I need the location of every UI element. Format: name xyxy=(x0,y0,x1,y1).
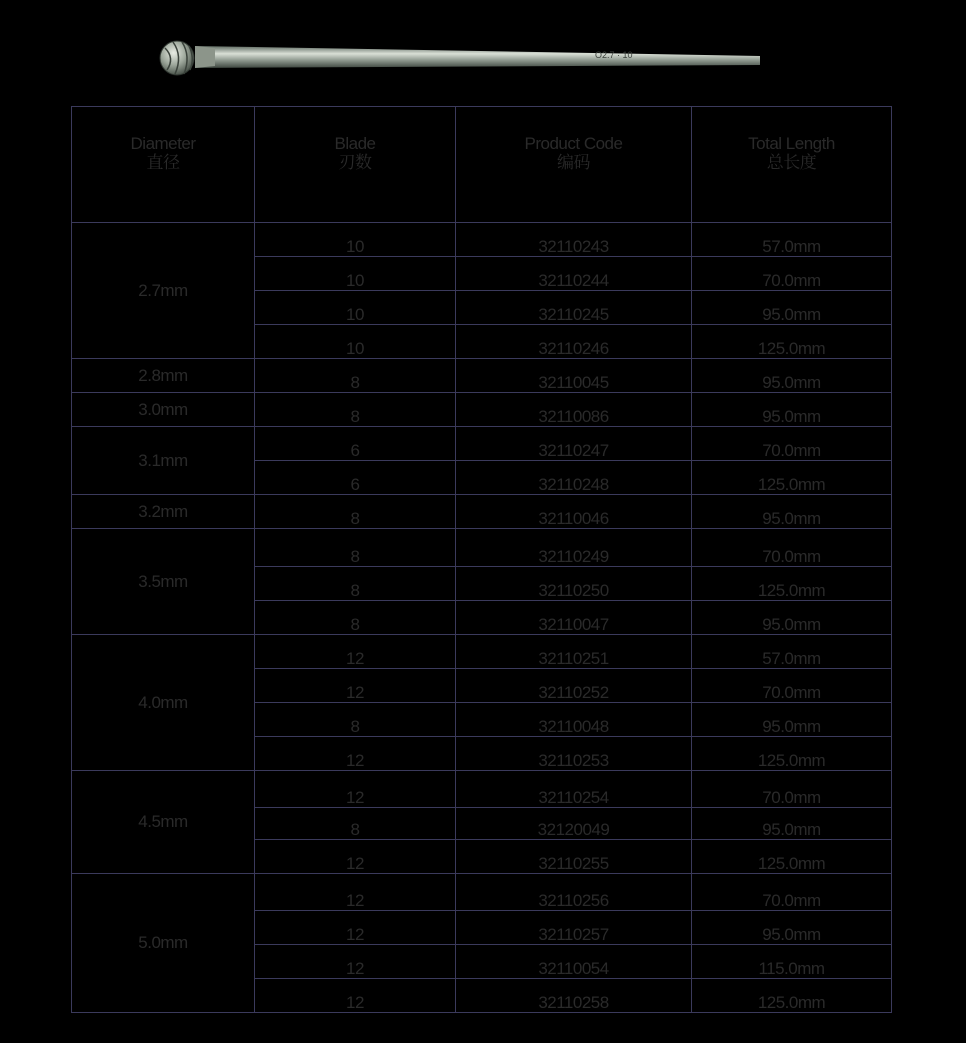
total-length-cell: 70.0mm xyxy=(692,529,892,567)
diameter-cell: 2.8mm xyxy=(72,359,255,393)
blade-cell: 10 xyxy=(255,257,456,291)
total-length-cell: 70.0mm xyxy=(692,874,892,911)
product-code-cell: 32120049 xyxy=(456,808,692,840)
blade-cell: 10 xyxy=(255,325,456,359)
blade-cell: 12 xyxy=(255,874,456,911)
blade-cell: 12 xyxy=(255,635,456,669)
header-row xyxy=(72,107,892,223)
table-row xyxy=(72,529,892,567)
blade-cell: 8 xyxy=(255,359,456,393)
header-diameter xyxy=(72,107,255,223)
diameter-cell: 4.5mm xyxy=(72,771,255,874)
blade-cell: 8 xyxy=(255,529,456,567)
header-blade xyxy=(255,107,456,223)
diameter-cell: 3.1mm xyxy=(72,427,255,495)
header-product-code-zh: 编码 xyxy=(557,153,590,172)
total-length-cell: 95.0mm xyxy=(692,393,892,427)
blade-cell: 8 xyxy=(255,601,456,635)
product-code-cell: 32110046 xyxy=(456,495,692,529)
total-length-cell: 57.0mm xyxy=(692,635,892,669)
total-length-cell: 95.0mm xyxy=(692,601,892,635)
total-length-cell: 70.0mm xyxy=(692,257,892,291)
blade-cell: 8 xyxy=(255,495,456,529)
total-length-cell: 70.0mm xyxy=(692,771,892,808)
table-row xyxy=(72,427,892,461)
total-length-cell: 125.0mm xyxy=(692,737,892,771)
product-code-cell: 32110250 xyxy=(456,567,692,601)
table-row xyxy=(72,771,892,808)
total-length-cell: 125.0mm xyxy=(692,979,892,1013)
product-code-cell: 32110247 xyxy=(456,427,692,461)
total-length-cell: 95.0mm xyxy=(692,495,892,529)
total-length-cell: 95.0mm xyxy=(692,291,892,325)
diameter-cell: 2.7mm xyxy=(72,223,255,359)
diameter-cell: 3.2mm xyxy=(72,495,255,529)
total-length-cell: 95.0mm xyxy=(692,359,892,393)
table-row xyxy=(72,874,892,911)
total-length-cell: 115.0mm xyxy=(692,945,892,979)
header-blade-zh: 刃数 xyxy=(338,153,372,172)
blade-cell: 12 xyxy=(255,737,456,771)
diameter-cell: 5.0mm xyxy=(72,874,255,1013)
header-product-code-en: Product Code xyxy=(524,134,623,153)
specification-table xyxy=(71,106,892,1013)
blade-cell: 12 xyxy=(255,979,456,1013)
product-code-cell: 32110253 xyxy=(456,737,692,771)
total-length-cell: 57.0mm xyxy=(692,223,892,257)
total-length-cell: 125.0mm xyxy=(692,567,892,601)
total-length-cell: 95.0mm xyxy=(692,808,892,840)
total-length-cell: 95.0mm xyxy=(692,703,892,737)
product-code-cell: 32110258 xyxy=(456,979,692,1013)
table-row xyxy=(72,359,892,393)
table-row xyxy=(72,635,892,669)
product-code-cell: 32110245 xyxy=(456,291,692,325)
svg-text:O2.7 · 10: O2.7 · 10 xyxy=(595,50,633,60)
total-length-cell: 70.0mm xyxy=(692,427,892,461)
blade-cell: 10 xyxy=(255,291,456,325)
total-length-cell: 95.0mm xyxy=(692,911,892,945)
product-code-cell: 32110254 xyxy=(456,771,692,808)
product-code-cell: 32110257 xyxy=(456,911,692,945)
total-length-cell: 125.0mm xyxy=(692,840,892,874)
blade-cell: 10 xyxy=(255,223,456,257)
blade-cell: 12 xyxy=(255,945,456,979)
blade-cell: 12 xyxy=(255,840,456,874)
diameter-cell: 4.0mm xyxy=(72,635,255,771)
product-code-cell: 32110248 xyxy=(456,461,692,495)
product-code-cell: 32110243 xyxy=(456,223,692,257)
blade-cell: 8 xyxy=(255,567,456,601)
product-code-cell: 32110251 xyxy=(456,635,692,669)
blade-cell: 12 xyxy=(255,771,456,808)
blade-cell: 8 xyxy=(255,808,456,840)
product-code-cell: 32110252 xyxy=(456,669,692,703)
blade-cell: 8 xyxy=(255,703,456,737)
product-code-cell: 32110047 xyxy=(456,601,692,635)
product-code-cell: 32110045 xyxy=(456,359,692,393)
total-length-cell: 70.0mm xyxy=(692,669,892,703)
table-row xyxy=(72,223,892,257)
table-body xyxy=(72,107,892,1013)
header-total-length-zh: 总长度 xyxy=(766,153,817,172)
product-code-cell: 32110086 xyxy=(456,393,692,427)
blade-cell: 12 xyxy=(255,911,456,945)
product-code-cell: 32110255 xyxy=(456,840,692,874)
header-total-length xyxy=(692,107,892,223)
product-code-cell: 32110054 xyxy=(456,945,692,979)
product-code-cell: 32110244 xyxy=(456,257,692,291)
blade-cell: 12 xyxy=(255,669,456,703)
product-code-cell: 32110048 xyxy=(456,703,692,737)
blade-cell: 6 xyxy=(255,461,456,495)
blade-cell: 8 xyxy=(255,393,456,427)
table-row xyxy=(72,495,892,529)
header-total-length-en: Total Length xyxy=(748,134,835,153)
total-length-cell: 125.0mm xyxy=(692,325,892,359)
carbide-burr-image xyxy=(155,34,765,86)
header-blade-en: Blade xyxy=(334,134,376,153)
product-code-cell: 32110246 xyxy=(456,325,692,359)
header-diameter-en: Diameter xyxy=(130,134,196,153)
table-row xyxy=(72,393,892,427)
blade-cell: 6 xyxy=(255,427,456,461)
total-length-cell: 125.0mm xyxy=(692,461,892,495)
product-code-cell: 32110256 xyxy=(456,874,692,911)
header-product-code xyxy=(456,107,692,223)
diameter-cell: 3.5mm xyxy=(72,529,255,635)
header-diameter-zh: 直径 xyxy=(146,153,180,172)
product-code-cell: 32110249 xyxy=(456,529,692,567)
diameter-cell: 3.0mm xyxy=(72,393,255,427)
